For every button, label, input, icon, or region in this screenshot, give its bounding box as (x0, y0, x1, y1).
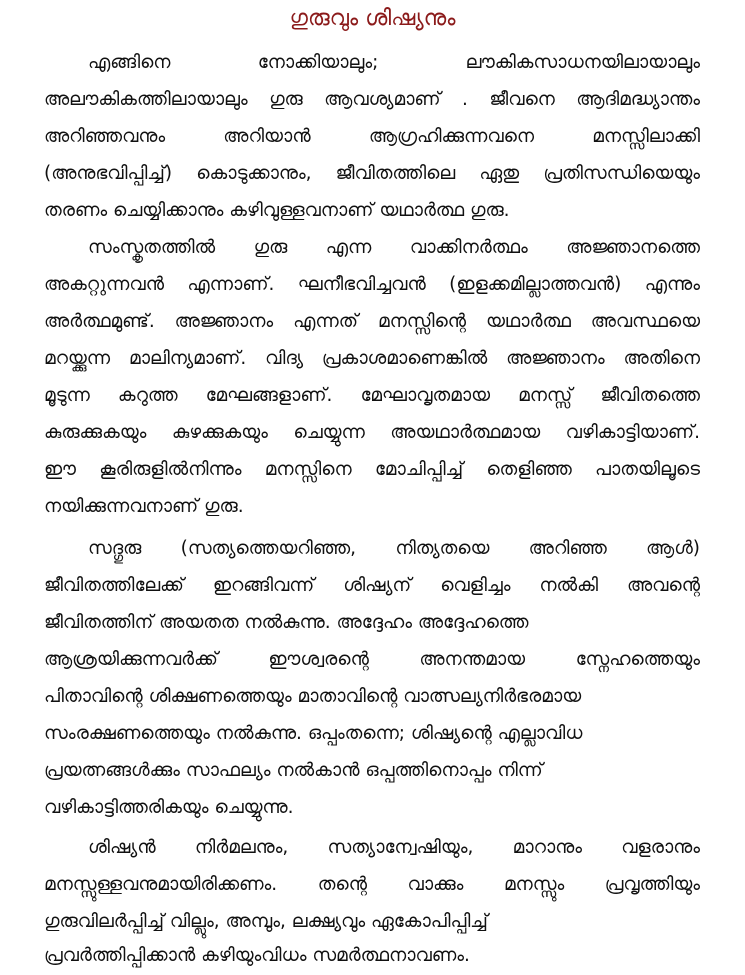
paragraph-4-line-3: ഗുരുവിലർപ്പിച്ച് വില്ലും, അമ്പും, ലക്ഷ്യവും ഏകോപിപ്പിച്ച് (44, 911, 488, 932)
page-title: ഗുരുവും ശിഷ്യനും (289, 6, 456, 31)
paragraph-3-line-6: സംരക്ഷണത്തെയും നൽകുന്നു. ഒപ്പംതന്നെ; ശിഷ്യന്റെ എല്ലാവിധ (44, 723, 583, 744)
paragraph-4-line-1: ശിഷ്യൻ നിർമലനും, സത്യാന്വേഷിയും, മാറാനും വളരാനും (88, 837, 700, 858)
paragraph-1-line-2: അലൗകികത്തിലായാലും ഗുരു ആവശ്യമാണ് . ജീവനെ ആദിമദ്ധ്യാന്തം (44, 89, 700, 110)
paragraph-2-line-2: അകറ്റുന്നവൻ എന്നാണ്. ഘനീഭവിച്ചവൻ (ഇളക്കമില്ലാത്തവൻ) എന്നും (44, 274, 700, 295)
paragraph-3-line-3: ജീവിതത്തിന് അയതത നൽകുന്നു. അദ്ദേഹം അദ്ദേഹത്തെ (44, 612, 529, 633)
paragraph-3-line-8: വഴികാട്ടിത്തരികയും ചെയ്യുന്നു. (44, 797, 294, 818)
paragraph-2-line-1: സംസ്കൃതത്തിൽ ഗുരു എന്ന വാക്കിനർത്ഥം അജ്ഞാനത്തെ (88, 237, 700, 258)
paragraph-1-line-5: തരണം ചെയ്യിക്കാനും കഴിവുള്ളവനാണ് യഥാർത്ഥ ഗുരു. (44, 200, 510, 221)
paragraph-2-line-4: മറയ്ക്കുന്ന മാലിന്യമാണ്. വിദ്യ പ്രകാശമാണെങ്കിൽ അജ്ഞാനം അതിനെ (44, 348, 700, 369)
paragraph-3-line-1: സദ്ഗുരു (സത്യത്തെയറിഞ്ഞ, നിത്യതയെ അറിഞ്ഞ ആൾ) (88, 538, 700, 559)
paragraph-2-line-7: ഈ കൂരിരുളിൽനിന്നും മനസ്സിനെ മോചിപ്പിച്ച് തെളിഞ്ഞ പാതയിലൂടെ (44, 459, 700, 480)
paragraph-3-line-5: പിതാവിന്റെ ശിക്ഷണത്തെയും മാതാവിന്റെ വാത്സല്യനിർഭരമായ (44, 686, 582, 707)
paragraph-1-line-3: അറിഞ്ഞവനും അറിയാൻ ആഗ്രഹിക്കുന്നവനെ മനസ്സിലാക്കി (44, 126, 700, 147)
paragraph-2-line-8: നയിക്കുന്നവനാണ് ഗുരു. (44, 496, 244, 517)
paragraph-3-line-4: ആശ്രയിക്കുന്നവർക്ക് ഈശ്വരന്റെ അനന്തമായ സ്നേഹത്തെയും (44, 649, 700, 670)
paragraph-1-line-4: (അനുഭവിപ്പിച്ച്) കൊടുക്കാനും, ജീവിതത്തിലെ ഏതു പ്രതിസന്ധിയെയും (44, 163, 700, 184)
paragraph-3-line-7: പ്രയത്നങ്ങൾക്കും സാഫല്യം നൽകാൻ ഒപ്പത്തിനൊപ്പം നിന്ന് (44, 760, 543, 781)
paragraph-2-line-5: മൂടുന്ന കറുത്ത മേഘങ്ങളാണ്. മേഘാവൃതമായ മനസ്സ് ജീവിതത്തെ (44, 385, 700, 406)
paragraph-2-line-3: അർത്ഥമുണ്ട്. അജ്ഞാനം എന്നത് മനസ്സിന്റെ യഥാർത്ഥ അവസ്ഥയെ (44, 311, 700, 332)
paragraph-2-line-6: കുരുക്കുകയും കുഴക്കുകയും ചെയ്യുന്ന അയഥാർത്ഥമായ വഴികാട്ടിയാണ്. (44, 422, 700, 443)
paragraph-1-line-1: എങ്ങിനെ നോക്കിയാലും; ലൗകികസാധനയിലായാലും (88, 52, 700, 73)
paragraph-4-line-2: മനസ്സുള്ളവനുമായിരിക്കണം. തന്റെ വാക്കും മനസ്സും പ്രവൃത്തിയും (44, 874, 700, 895)
paragraph-4-line-4: പ്രവർത്തിപ്പിക്കാൻ കഴിയുംവിധം സമർത്ഥനാവണം. (44, 945, 470, 966)
paragraph-3-line-2: ജീവിതത്തിലേക്ക് ഇറങ്ങിവന്ന് ശിഷ്യന് വെളിച്ചം നൽകി അവന്റെ (44, 575, 700, 596)
